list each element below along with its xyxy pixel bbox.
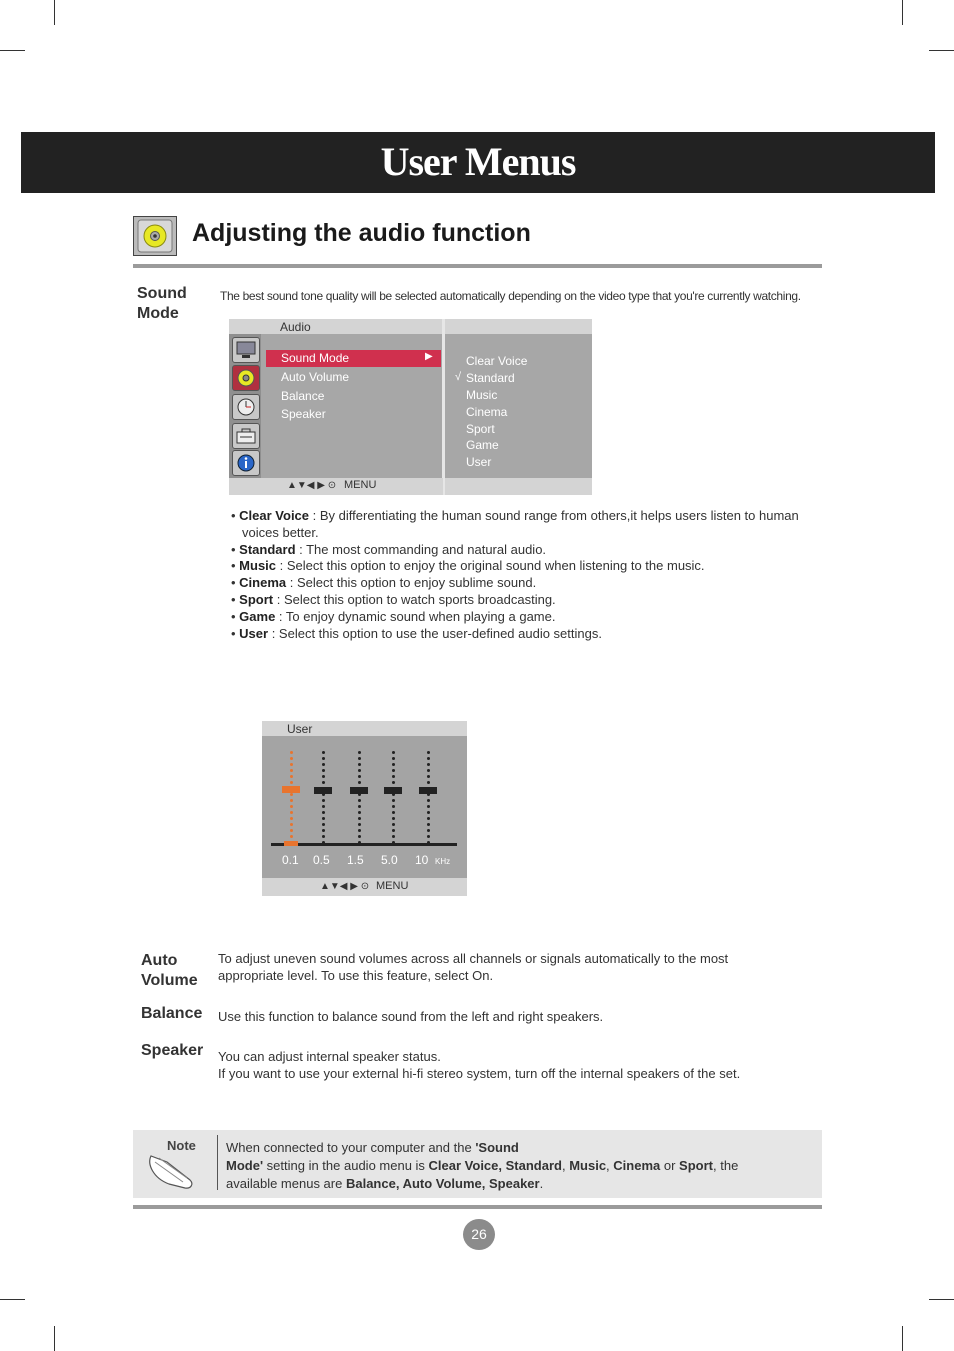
eq-track-dot xyxy=(392,823,395,826)
eq-track-dot xyxy=(322,841,325,844)
eq-slider-handle[interactable] xyxy=(314,787,332,794)
auto-volume-text-line: To adjust uneven sound volumes across all channels or signals automatically to the most xyxy=(218,951,729,966)
eq-track-dot xyxy=(427,811,430,814)
list-item-desc: : By differentiating the human sound range from others,it helps users listen to human voices better. xyxy=(242,508,799,540)
list-item-term: Standard xyxy=(239,541,296,557)
sound-mode-option-list xyxy=(231,508,831,642)
submenu-arrow-icon: ▶ xyxy=(425,351,433,362)
eq-track-dot xyxy=(392,811,395,814)
info-icon xyxy=(232,450,260,476)
toolbox-icon xyxy=(232,423,260,449)
list-item: • Standard : The most commanding and natural audio. xyxy=(231,541,547,557)
list-item-desc: : Select this option to enjoy the original sound when listening to the music. xyxy=(276,558,705,574)
note-text-run: When connected to your computer and the xyxy=(226,1140,476,1155)
list-item-desc: : Select this option to enjoy sublime sound. xyxy=(286,575,537,591)
eq-track-dot xyxy=(358,805,361,808)
eq-track-dot xyxy=(322,763,325,766)
eq-band-label: 0.5 xyxy=(313,853,330,867)
eq-track-dot xyxy=(358,829,361,832)
eq-track-dot xyxy=(290,757,293,760)
auto-volume-text-line: appropriate level. To use this feature, select On. xyxy=(218,968,494,983)
eq-track-dot xyxy=(322,751,325,754)
eq-track-dot xyxy=(392,829,395,832)
eq-track-dot xyxy=(358,775,361,778)
eq-track-dot xyxy=(358,781,361,784)
eq-track-dot xyxy=(290,817,293,820)
crop-mark xyxy=(54,0,55,25)
audio-icon xyxy=(232,365,260,391)
eq-track-dot xyxy=(290,775,293,778)
page-number: 26 xyxy=(463,1219,495,1250)
eq-band-marker xyxy=(284,841,298,846)
note-text-bold: Sport xyxy=(679,1158,713,1173)
eq-track-dot xyxy=(358,817,361,820)
note-box xyxy=(133,1130,822,1198)
eq-track-dot xyxy=(392,835,395,838)
eq-track-dot xyxy=(427,841,430,844)
list-item: • User : Select this option to use the user-defined audio settings. xyxy=(231,625,602,641)
auto-volume-label-line1: Auto xyxy=(141,952,178,969)
header-banner xyxy=(21,132,935,193)
speaker-text-line: You can adjust internal speaker status. xyxy=(218,1049,441,1064)
crop-mark xyxy=(929,1299,954,1300)
option-standard[interactable]: Standard xyxy=(466,371,515,385)
eq-track-dot xyxy=(290,829,293,832)
eq-track-dot xyxy=(322,811,325,814)
menu-item-auto-volume[interactable]: Auto Volume xyxy=(281,370,350,384)
option-cinema[interactable]: Cinema xyxy=(466,405,508,419)
note-text-bold: 'Sound xyxy=(475,1140,519,1155)
eq-track-dot xyxy=(290,799,293,802)
eq-title: User xyxy=(287,722,313,736)
eq-track-dot xyxy=(322,769,325,772)
note-label: Note xyxy=(167,1138,196,1153)
list-item: • Game : To enjoy dynamic sound when playing a game. xyxy=(231,608,556,624)
eq-track-dot xyxy=(322,757,325,760)
eq-track-dot xyxy=(322,805,325,808)
note-text-run: . xyxy=(539,1176,544,1191)
eq-track-dot xyxy=(427,805,430,808)
eq-track-dot xyxy=(427,835,430,838)
eq-track-dot xyxy=(392,769,395,772)
list-item-term: User xyxy=(239,625,269,641)
section-title: Adjusting the audio function xyxy=(192,219,531,247)
eq-track-dot xyxy=(358,763,361,766)
audio-menu-divider xyxy=(442,319,445,495)
auto-volume-label xyxy=(141,951,198,991)
eq-track-dot xyxy=(358,769,361,772)
note-text-bold: Mode' xyxy=(226,1158,264,1173)
eq-track-dot xyxy=(392,817,395,820)
eq-track-dot xyxy=(322,817,325,820)
audio-menu-title: Audio xyxy=(280,320,311,334)
speaker-label: Speaker xyxy=(141,1042,204,1059)
option-game[interactable]: Game xyxy=(466,438,499,452)
eq-track-dot xyxy=(358,811,361,814)
eq-track-dot xyxy=(358,823,361,826)
user-equalizer-screenshot xyxy=(262,721,467,896)
eq-track-dot xyxy=(290,769,293,772)
eq-track-dot xyxy=(427,769,430,772)
note-text-bold: Cinema xyxy=(613,1158,661,1173)
eq-track-dot xyxy=(322,835,325,838)
crop-mark xyxy=(0,50,25,51)
eq-band-label: 0.1 xyxy=(282,853,299,867)
nav-arrows-icon: ▲▼◀ ▶ ⊙ xyxy=(287,480,337,491)
option-user[interactable]: User xyxy=(466,455,492,469)
page-title: User Menus xyxy=(380,139,576,184)
sound-mode-intro: The best sound tone quality will be selected automatically depending on the video type that you're currently watching. xyxy=(220,289,801,303)
eq-unit-label: KHz xyxy=(435,857,451,866)
eq-track-dot xyxy=(358,799,361,802)
audio-menu-footer-right xyxy=(445,478,592,495)
note-text-run: available menus are xyxy=(226,1176,346,1191)
eq-track-dot xyxy=(392,799,395,802)
speaker-icon xyxy=(133,216,177,256)
crop-mark xyxy=(902,0,903,25)
balance-label: Balance xyxy=(141,1005,203,1022)
option-sport[interactable]: Sport xyxy=(466,422,495,436)
eq-track-dot xyxy=(290,763,293,766)
crop-mark xyxy=(0,1299,25,1300)
eq-track-dot xyxy=(358,835,361,838)
menu-key-label: MENU xyxy=(376,880,409,892)
eq-track-dot xyxy=(290,781,293,784)
eq-track-dot xyxy=(290,811,293,814)
eq-slider-handle[interactable] xyxy=(282,786,300,793)
option-clear-voice[interactable]: Clear Voice xyxy=(466,354,528,368)
list-item-desc: : The most commanding and natural audio. xyxy=(295,541,547,557)
eq-track-dot xyxy=(322,823,325,826)
list-item-desc: : Select this option to use the user-defined audio settings. xyxy=(268,625,602,641)
eq-track-dot xyxy=(427,757,430,760)
list-item-term: Clear Voice xyxy=(239,508,310,523)
clock-icon xyxy=(232,394,260,420)
eq-track-dot xyxy=(427,829,430,832)
note-text-run: or xyxy=(660,1158,680,1173)
eq-track-dot xyxy=(427,763,430,766)
nav-arrows-icon: ▲▼◀ ▶ ⊙ xyxy=(320,881,370,892)
list-item-term: Cinema xyxy=(239,575,287,591)
sound-mode-label-line1: Sound xyxy=(137,285,187,302)
eq-track-dot xyxy=(427,781,430,784)
menu-item-balance[interactable]: Balance xyxy=(281,389,325,403)
eq-track-dot xyxy=(392,775,395,778)
section-rule xyxy=(133,264,822,268)
note-text-run: setting in the audio menu is xyxy=(263,1158,429,1173)
note-text-run: , the xyxy=(713,1158,739,1173)
check-icon: √ xyxy=(455,371,462,383)
menu-item-speaker[interactable]: Speaker xyxy=(281,407,326,421)
auto-volume-text xyxy=(218,950,728,984)
sound-mode-label xyxy=(137,284,187,324)
list-item-desc: : To enjoy dynamic sound when playing a game. xyxy=(275,608,556,624)
eq-slider-handle[interactable] xyxy=(419,787,437,794)
eq-track-dot xyxy=(358,757,361,760)
eq-track-dot xyxy=(290,835,293,838)
speaker-text-line: If you want to use your external hi-fi stereo system, turn off the internal speakers of the set. xyxy=(218,1066,741,1081)
list-item: • Clear Voice : By differentiating the human sound range from others,it helps users listen to human voices better. xyxy=(231,508,799,540)
eq-track-dot xyxy=(290,793,293,796)
crop-mark xyxy=(929,50,954,51)
speaker-text xyxy=(218,1048,740,1082)
eq-track-dot xyxy=(392,751,395,754)
eq-band-label: 5.0 xyxy=(381,853,398,867)
note-text-run: , xyxy=(561,1158,570,1173)
eq-track-dot xyxy=(427,751,430,754)
eq-track-dot xyxy=(322,781,325,784)
note-divider xyxy=(217,1135,218,1190)
eq-track-dot xyxy=(392,841,395,844)
eq-track-dot xyxy=(322,775,325,778)
eq-track-dot xyxy=(392,781,395,784)
option-music[interactable]: Music xyxy=(466,388,498,402)
footer-rule xyxy=(133,1205,822,1209)
eq-slider-handle[interactable] xyxy=(350,787,368,794)
eq-track-dot xyxy=(427,799,430,802)
list-item-term: Game xyxy=(239,608,276,624)
eq-track-dot xyxy=(392,757,395,760)
eq-slider-handle[interactable] xyxy=(384,787,402,794)
eq-track-dot xyxy=(322,829,325,832)
eq-band-label: 10 xyxy=(415,853,429,867)
eq-track-dot xyxy=(392,763,395,766)
eq-track-dot xyxy=(427,823,430,826)
list-item-term: Sport xyxy=(239,591,274,607)
list-item: • Cinema : Select this option to enjoy sublime sound. xyxy=(231,575,537,591)
eq-track-dot xyxy=(290,805,293,808)
crop-mark xyxy=(902,1326,903,1351)
eq-track-dot xyxy=(392,805,395,808)
auto-volume-label-line2: Volume xyxy=(141,972,198,989)
eq-track-dot xyxy=(290,751,293,754)
menu-key-label: MENU xyxy=(344,479,377,491)
note-text xyxy=(226,1139,806,1193)
list-item-term: Music xyxy=(239,558,277,574)
eq-track-dot xyxy=(358,751,361,754)
note-text-bold: Clear Voice, Standard xyxy=(428,1158,562,1173)
sound-mode-label-line2: Mode xyxy=(137,305,179,322)
list-item-desc: : Select this option to watch sports broadcasting. xyxy=(273,591,556,607)
note-text-run: , xyxy=(606,1158,614,1173)
eq-track-dot xyxy=(290,823,293,826)
crop-mark xyxy=(54,1326,55,1351)
eq-track-dot xyxy=(427,817,430,820)
picture-icon xyxy=(232,337,260,363)
balance-text: Use this function to balance sound from the left and right speakers. xyxy=(218,1009,604,1024)
eq-track-dot xyxy=(322,799,325,802)
list-item: • Music : Select this option to enjoy the original sound when listening to the music. xyxy=(231,558,705,574)
audio-menu-screenshot xyxy=(229,319,592,495)
eq-band-label: 1.5 xyxy=(347,853,364,867)
list-item: • Sport : Select this option to watch sports broadcasting. xyxy=(231,591,556,607)
eq-track-dot xyxy=(358,841,361,844)
menu-item-sound-mode[interactable]: Sound Mode xyxy=(281,351,350,365)
eq-track-dot xyxy=(427,775,430,778)
note-text-bold: Music xyxy=(569,1158,607,1173)
note-text-bold: Balance, Auto Volume, Speaker xyxy=(345,1176,540,1191)
